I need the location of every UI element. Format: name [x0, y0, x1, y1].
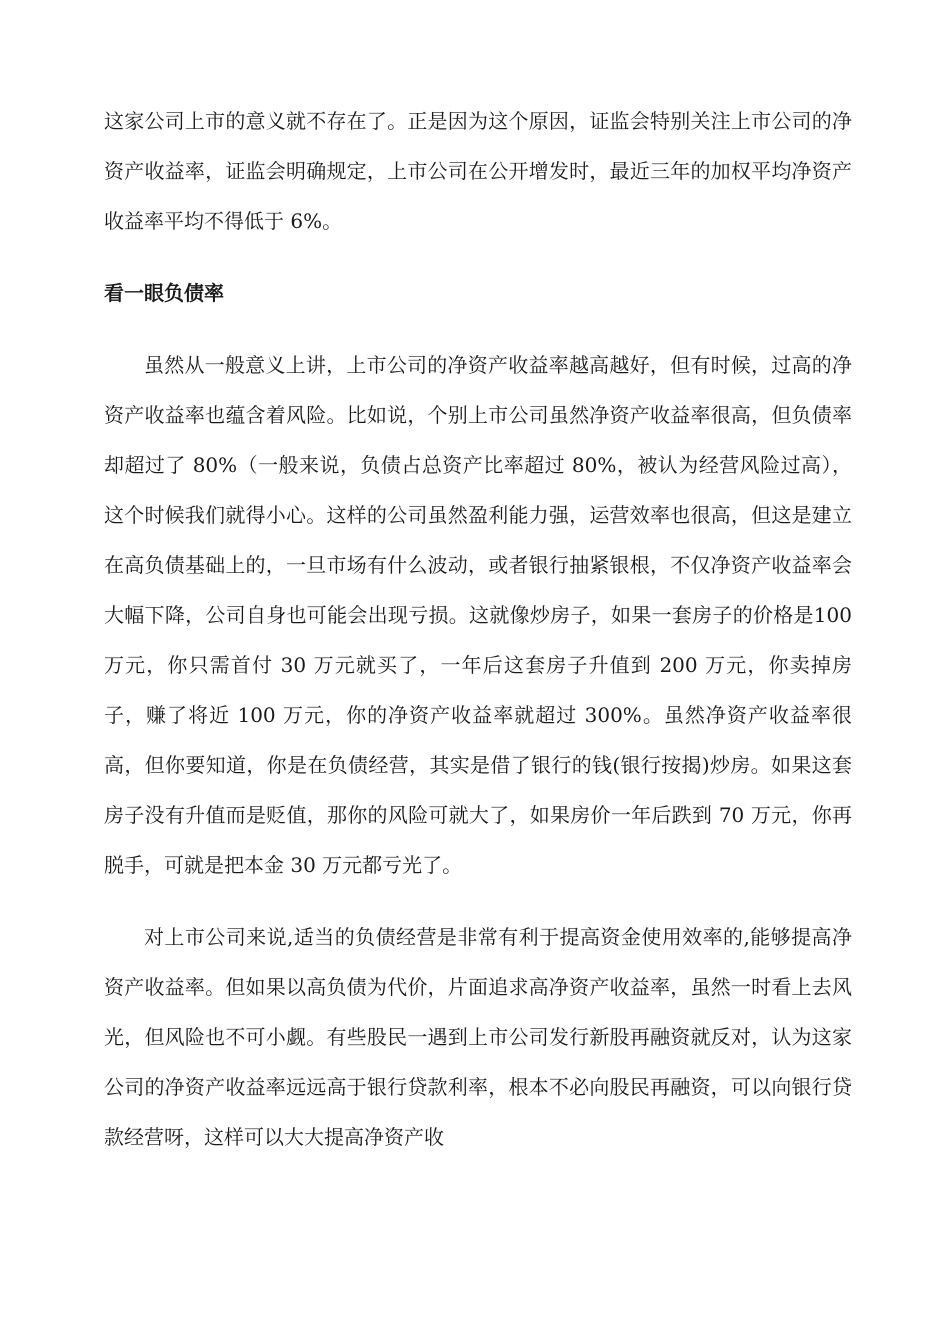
document-body	[104, 96, 852, 1162]
paragraph-debt-ratio-risk: 虽然从一般意义上讲，上市公司的净资产收益率越高越好，但有时候，过高的净资产收益率也蕴含着风险。比如说，个别上市公司虽然净资产收益率很高，但负债率却超过了 80%（一般来说，负债占总资产比率超过 80%，被认为经营风险过高），这个时候我们就得小心。这样的公司虽然盈利能力强，运营效率也很高，但这是建立在高负债基础上的，一旦市场有什么波动，或者银行抽紧银根，不仅净资产收益率会大幅下降，公司自身也可能会出现亏损。这就像炒房子，如果一套房子的价格是100 万元，你只需首付 30 万元就买了，一年后这套房子升值到 200 万元，你卖掉房子，赚了将近 100 万元，你的净资产收益率就超过 300%。虽然净资产收益率很高，但你要知道，你是在负债经营，其实是借了银行的钱(银行按揭)炒房。如果这套房子没有升值而是贬值，那你的风险可就大了，如果房价一年后跌到 70 万元，你再脱手，可就是把本金 30 万元都亏光了。	[104, 353, 852, 877]
paragraph-leverage: 对上市公司来说,适当的负债经营是非常有利于提高资金使用效率的,能够提高净资产收益率。但如果以高负债为代价，片面追求高净资产收益率，虽然一时看上去风光，但风险也不可小觑。有些股民一遇到上市公司发行新股再融资就反对，认为这家公司的净资产收益率远远高于银行贷款利率，根本不必向股民再融资，可以向银行贷款经营呀，这样可以大大提高净资产收	[104, 925, 852, 1149]
paragraph-spacer	[104, 890, 852, 912]
paragraph-continuation: 这家公司上市的意义就不存在了。正是因为这个原因，证监会特别关注上市公司的净资产收益率，证监会明确规定，上市公司在公开增发时，最近三年的加权平均净资产收益率平均不得低于 6%。	[104, 109, 852, 233]
section-heading: 看一眼负债率	[104, 281, 224, 305]
